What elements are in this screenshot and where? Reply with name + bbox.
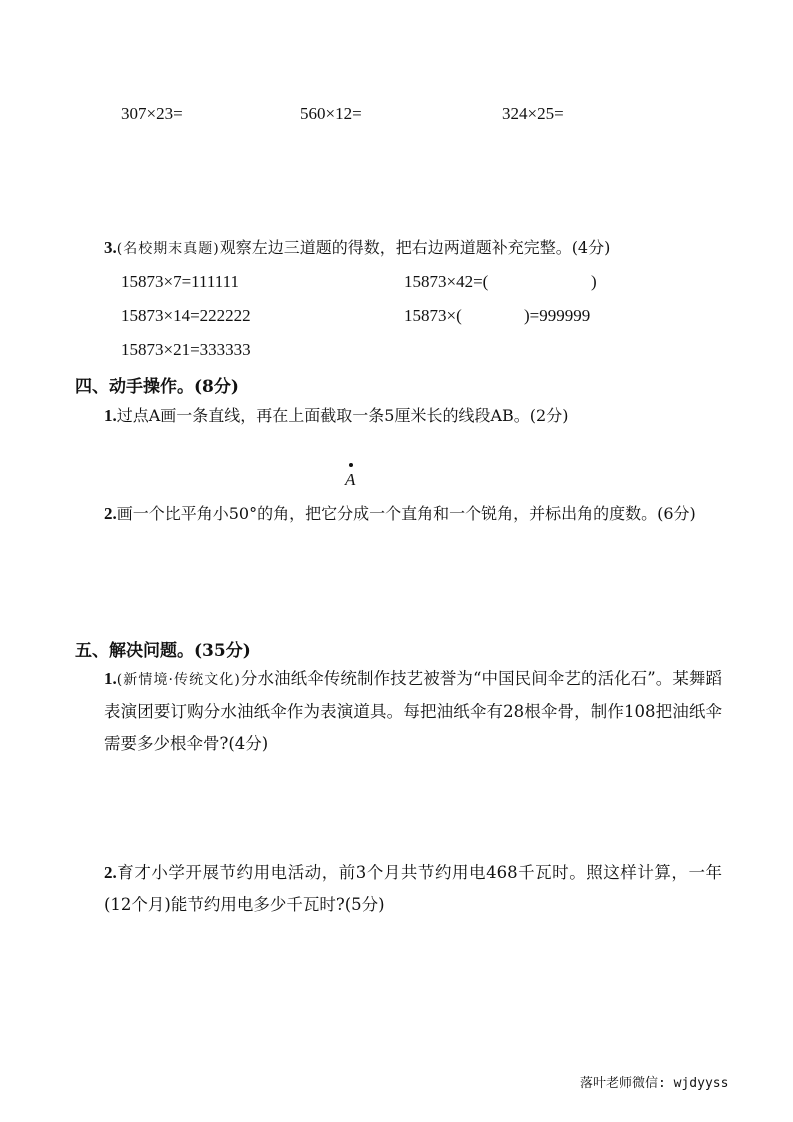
s5-q2-text: 育才小学开展节约用电活动，前3个月共节约用电468千瓦时。照这样计算，一年(12个月)能节约用电多少千瓦时?(5分) xyxy=(104,863,722,914)
calc-1: 307×23= xyxy=(121,104,183,123)
q3-right-eq-1-start: 15873×42=( xyxy=(404,272,489,291)
s5-q1 xyxy=(104,663,722,760)
footer-contact: 落叶老师微信: wjdyyss xyxy=(580,1076,729,1091)
q3-left-eq-1: 15873×7=111111 xyxy=(121,272,240,291)
calc-3: 324×25= xyxy=(502,104,564,123)
section-5-title: 五、解决问题。(35分) xyxy=(75,641,251,661)
q3-number: 3. xyxy=(104,238,117,257)
s5-q1-number: 1. xyxy=(104,669,117,688)
s4-q1 xyxy=(104,406,568,426)
q3-right-eq-2-end: )=999999 xyxy=(524,306,591,325)
q3-right-eq-2-start: 15873×( xyxy=(404,306,462,325)
s5-q1-tag: (新情境·传统文化) xyxy=(116,672,241,688)
point-a-dot xyxy=(349,463,353,467)
s4-q2 xyxy=(104,504,696,524)
point-a-label: A xyxy=(345,470,356,489)
s4-q2-number: 2. xyxy=(104,504,117,523)
q3-left-eq-2: 15873×14=222222 xyxy=(121,306,251,325)
s4-q2-text: 画一个比平角小50°的角，把它分成一个直角和一个锐角，并标出角的度数。(6分) xyxy=(116,504,696,523)
section-4-title: 四、动手操作。(8分) xyxy=(75,377,239,397)
q3-right-eq-1-end: ) xyxy=(591,272,597,291)
s5-q1-text: 分水油纸伞传统制作技艺被誉为“中国民间伞艺的活化石”。某舞蹈表演团要订购分水油纸伞作为表演道具。每把油纸伞有28根伞骨，制作108把油纸伞需要多少根伞骨?(4分) xyxy=(104,669,723,753)
q3-left-eq-3: 15873×21=333333 xyxy=(121,340,251,359)
s4-q1-number: 1. xyxy=(104,406,117,425)
calc-2: 560×12= xyxy=(300,104,362,123)
s5-q2 xyxy=(104,857,722,921)
s5-q2-number: 2. xyxy=(104,863,117,882)
s4-q1-text: 过点A画一条直线，再在上面截取一条5厘米长的线段AB。(2分) xyxy=(116,406,569,425)
q3-heading xyxy=(104,238,610,259)
q3-text: 观察左边三道题的得数，把右边两道题补充完整。(4分) xyxy=(219,238,611,257)
q3-tag: (名校期末真题) xyxy=(116,241,220,257)
